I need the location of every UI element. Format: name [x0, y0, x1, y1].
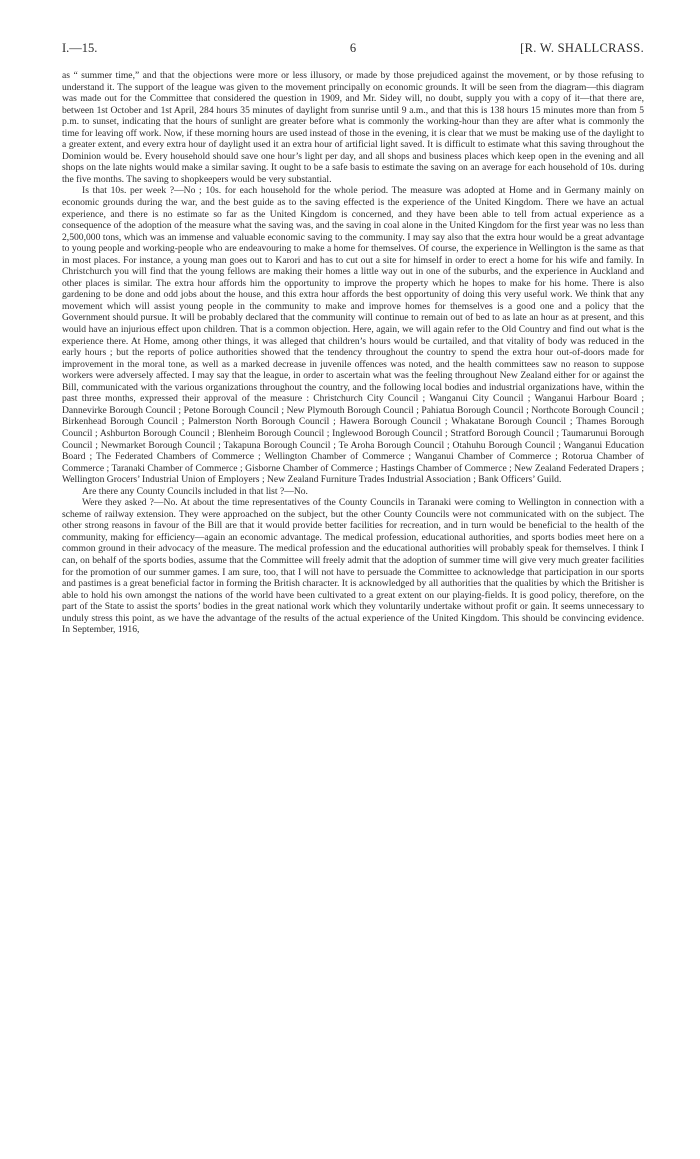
paragraph-4: Were they asked ?—No. At about the time representatives of the County Councils in Taranaki were coming to Wellington in connection with a scheme of railway extension. They were approached on the subject, but the other County Councils were not communicated with on the subject. The other strong reasons in favour of the Bill are that it would provide better facilities for recreation, and in turn would be beneficial to the health of the community, making for efficiency—again an economic advantage. The medical profession, educational authorities, and sports bodies meet here on a common ground in their advocacy of the measure. The medical profession and the educational authorities will probably speak for themselves. I think I can, on behalf of the sports bodies, assume that the Committee will freely admit that the adoption of summer time will give very much greater facilities for the promotion of our summer games. I am sure, too, that I will not have to persuade the Committee to acknowledge that participation in our sports and pastimes is a great beneficial factor in forming the British character. It is acknowledged by all authorities that the qualities by which the Britisher is able to hold his own amongst the nations of the world have been cultivated to a great extent on our playing-fields. It is good policy, therefore, on the part of the State to assist the sports’ bodies in the great national work which they voluntarily undertake without profit or gain. It seems unnecessary to unduly stress this point, as we have the advantage of the results of the actual experience of the United Kingdom. This should be convincing evidence. In September, 1916,	[62, 497, 644, 636]
paragraph-1: as “ summer time,” and that the objections were more or less illusory, or made by those prejudiced against the movement, or by those refusing to understand it. The support of the league was given to the movement principally on economic grounds. It will be seen from the diagram—this diagram was made out for the Committee that considered the question in 1909, and Mr. Sidey will, no doubt, supply you with a copy of it—that there are, between 1st October and 1st April, 284 hours 35 minutes of daylight from sunrise until 9 a.m., and that this is 138 hours 15 minutes more than from 5 p.m. to sunset, indicating that the hours of sunlight are greater before what is commonly the working-hour than they are after what is commonly the time for leaving off work. Now, if these morning hours are used instead of those in the evening, it is clear that we must be making use of the daylight to a greater extent, and every extra hour of daylight used it an extra hour of artificial light saved. It is difficult to estimate what this saving throughout the Dominion would be. Every household should save one hour’s light per day, and all shops and business places which keep open in the evening and all shops on the late nights would make a similar saving. It ought to be a safe basis to estimate the saving on an average for each household of 10s. during the five months. The saving to shopkeepers would be very substantial.	[62, 70, 644, 185]
paragraph-2: Is that 10s. per week ?—No ; 10s. for each household for the whole period. The measure was adopted at Home and in Germany mainly on economic grounds during the war, and the best guide as to the saving effected is the experience of the United Kingdom. There we have an actual experience, and there is no estimate so far as the United Kingdom is concerned, and they have been able to tell from actual experience as a consequence of the adoption of the measure what the saving was, and the saving in coal alone in the United Kingdom for the first year was no less than 2,500,000 tons, which was an immense and valuable economic saving to the community. I may say also that the extra hour would be a great advantage to young people and working-people who are endeavouring to make a home for themselves. Of course, the experience in Wellington is the same as that in most places. For instance, a young man goes out to Karori and has to cut out a site for himself in order to erect a home for his wife and family. In Christchurch you will find that the young fellows are making their homes a little way out in one of the suburbs, and the experience in Auckland and other places is similar. The extra hour affords him the opportunity to improve the property which he hopes to make for his home. There is also gardening to be done and odd jobs about the house, and this extra hour affords the best opportunity of doing this very useful work. We think that any movement which will assist young people in the community to make and improve homes for themselves is a good one and a policy that the Government should pursue. It will be probably declared that the community will continue to remain out of bed to as late an hour as at present, and this would have an injurious effect upon children. That is a common objection. Here, again, we will again refer to the Old Country and find out what is the experience there. At Home, among other things, it was alleged that children’s hours would be curtailed, and that vitality of body was reduced in the early hours ; but the reports of police authorities showed that the tendency throughout the country to spend the extra hour out-of-doors made for improvement in the moral tone, as well as a marked decrease in juvenile offences was noted, and the health committees saw no reason to suppose workers were adversely affected. I may say that the league, in order to ascertain what was the feeling throughout New Zealand either for or against the Bill, communicated with the various organizations throughout the country, and the following local bodies and industrial organizations have, within the past three months, expressed their approval of the measure : Christchurch City Council ; Wanganui City Council ; Wanganui Harbour Board ; Dannevirke Borough Council ; Petone Borough Council ; New Plymouth Borough Council ; Pahiatua Borough Council ; Northcote Borough Council ; Birkenhead Borough Council ; Palmerston North Borough Council ; Hawera Borough Council ; Whakatane Borough Council ; Thames Borough Council ; Ashburton Borough Council ; Blenheim Borough Council ; Inglewood Borough Council ; Stratford Borough Council ; Taumarunui Borough Council ; Newmarket Borough Council ; Takapuna Borough Council ; Te Aroha Borough Council ; Otahuhu Borough Council ; Wanganui Education Board ; The Federated Chambers of Commerce ; Wellington Chamber of Commerce ; Wanganui Chamber of Commerce ; Rotorua Chamber of Commerce ; Taranaki Chamber of Commerce ; Gisborne Chamber of Commerce ; Hastings Chamber of Commerce ; New Zealand Federated Drapers ; Wellington Grocers’ Industrial Union of Employers ; New Zealand Furniture Trades Industrial Association ; Bank Officers’ Guild.	[62, 185, 644, 486]
speaker-name: [R. W. SHALLCRASS.	[520, 41, 644, 55]
document-reference: I.—15.	[62, 41, 98, 55]
page-body	[62, 70, 644, 636]
paragraph-3: Are there any County Councils included in that list ?—No.	[82, 485, 308, 497]
page-number: 6	[349, 41, 357, 55]
page-header	[62, 40, 644, 56]
